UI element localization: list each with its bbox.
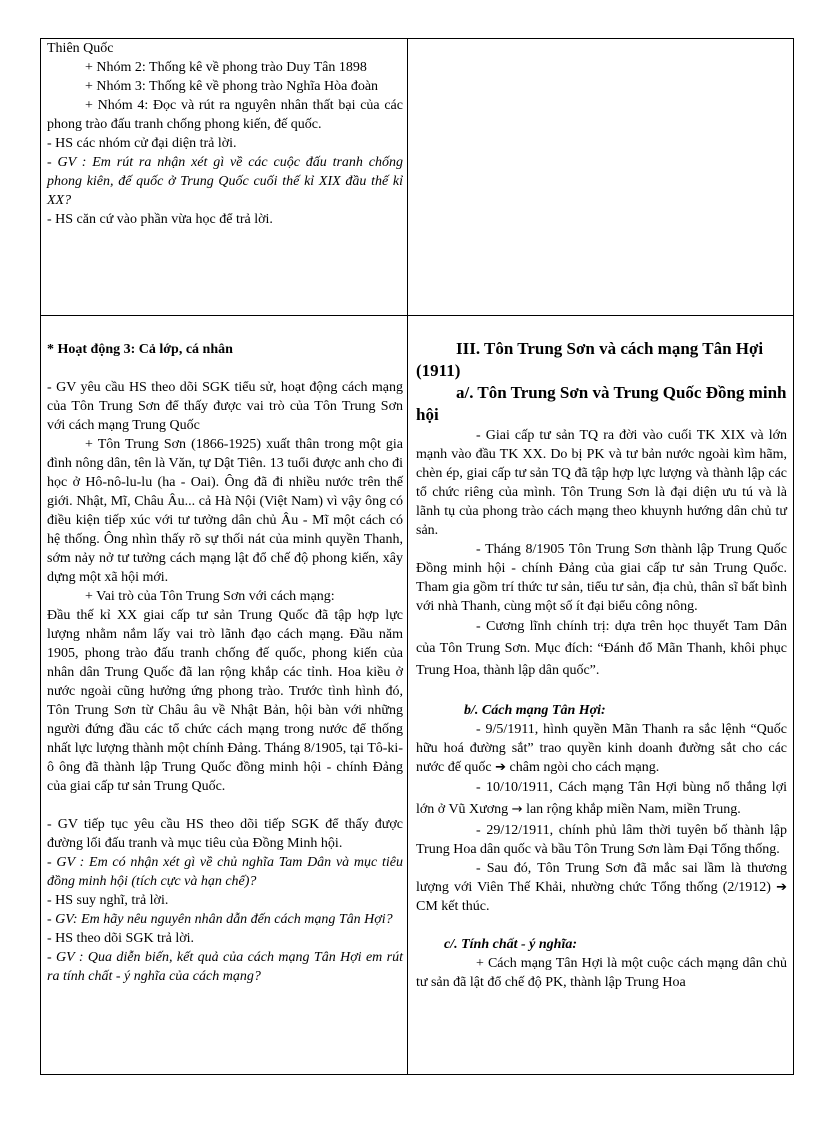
text-line: Thiên Quốc xyxy=(47,41,114,56)
content-paragraph: - 29/12/1911, chính phủ lâm thời tuyên bố thành lập Trung Hoa dân quốc và bầu Tôn Trung Sơn làm Đại Tổng thống. xyxy=(416,823,787,857)
content-paragraph: - Tháng 8/1905 Tôn Trung Sơn thành lập Trung Quốc Đồng minh hội - chính Đảng của giai cấp tư sản Trung Quốc. Tham gia gồm trí thức tư sản, tiểu tư sản, địa chủ, thân sĩ bất bình với nhà Thanh, cùng một số ít đại biểu công nông. xyxy=(416,542,787,614)
student-response: - HS theo dõi SGK trả lời. xyxy=(47,931,195,946)
content-paragraph: + Cách mạng Tân Hợi là một cuộc cách mạng dân chủ tư sản đã lật đổ chế độ PK, thành lập Trung Hoa xyxy=(416,956,787,990)
teacher-question: - GV: Em hãy nêu nguyên nhân dẫn đến cách mạng Tân Hợi? xyxy=(47,912,393,927)
text-span: - 9/5/1911, hình quyền Mãn Thanh ra sắc lệnh “Quốc hữu hoá đường sắt” trao quyền kinh doanh đường sắt cho các nước đế quốc xyxy=(416,722,787,775)
teacher-question: - GV : Em có nhận xét gì về chủ nghĩa Tam Dân và mục tiêu đồng minh hội (tích cực và hạn chế)? xyxy=(47,855,403,889)
student-response: - HS suy nghĩ, trả lời. xyxy=(47,893,169,908)
group-2-task: + Nhóm 2: Thống kê về phong trào Duy Tân 1898 xyxy=(85,60,367,75)
teacher-instruction: - GV tiếp tục yêu cầu HS theo dõi tiếp SGK để thấy được đường lối đấu tranh và mục tiêu của Đồng Minh hội. xyxy=(47,817,403,851)
group-3-task: + Nhóm 3: Thống kê về phong trào Nghĩa Hòa đoàn xyxy=(85,79,379,94)
biography-text: + Tôn Trung Sơn (1866-1925) xuất thân trong một gia đình nông dân, tên là Văn, tự Dật Tiên. 13 tuổi được anh cho đi học ở Hô-nô-lu-lu (ha - Oai). Ông đã đi nhiều nước trên thế giới. Nhật, Mĩ, Châu Âu... cả Hà Nội (Việt Nam) vì vậy ông có điều kiện tiếp xúc với tư tưởng dân chủ Âu - Mĩ một cách có hệ thống. Ông nhìn thấy rõ sự thối nát của minh quyền Thanh, sớm nảy nở tư tưởng cách mạng lật đổ chế độ phong kiến, xây dựng một xã hội mới. xyxy=(47,437,403,585)
content-paragraph: - Giai cấp tư sản TQ ra đời vào cuối TK XIX và lớn mạnh vào đầu TK XX. Do bị PK và tư bản nước ngoài kìm hãm, chèn ép, giai cấp tư sản TQ đã tập hợp lực lượng và thành lập các tổ chức riêng của mình. Tôn Trung Sơn là đại diện ưu tú và là lãnh tụ của phong trào cách mạng theo khuynh hướng dân chủ tư sản. xyxy=(416,428,787,538)
teacher-question: - GV : Em rút ra nhận xét gì về các cuộc đấu tranh chống phong kiên, đế quốc ở Trung Quốc cuối thế kỉ XIX đầu thế kỉ XX? xyxy=(47,155,403,208)
lesson-content-cell xyxy=(408,316,794,1075)
student-response: - HS các nhóm cử đại diện trả lời. xyxy=(47,136,237,151)
text-span: - Sau đó, Tôn Trung Sơn đã mắc sai lầm là thương lượng với Viên Thế Khải, nhường chức Tổng thống (2/1912) xyxy=(416,861,787,895)
teacher-instruction: - GV yêu cầu HS theo dõi SGK tiểu sử, hoạt động cách mạng của Tôn Trung Sơn để thấy được vai trò của Tôn Trung Sơn với cách mạng Trung Quốc xyxy=(47,380,403,433)
content-paragraph: - Cương lĩnh chính trị: dựa trên học thuyết Tam Dân của Tôn Trung Sơn. Mục đích: “Đánh đổ Mãn Thanh, khôi phục Trung Hoa, thành lập dân quốc”. xyxy=(416,619,787,678)
subsection-a-title: a/. Tôn Trung Sơn và Trung Quốc Đồng minh hội xyxy=(416,383,787,424)
text-span: lan rộng khắp miền Nam, miền Trung. xyxy=(522,802,741,817)
subsection-c-title: c/. Tính chất - ý nghĩa: xyxy=(444,937,578,952)
text-span: châm ngòi cho cách mạng. xyxy=(506,760,660,775)
arrow-right-icon: ➔ xyxy=(776,880,787,895)
role-text: Đầu thế kỉ XX giai cấp tư sản Trung Quốc đã tập hợp lực lượng nhằm nắm lấy vai trò lãnh đạo cách mạng. Đầu năm 1905, phong trào đấu tranh chống đế quốc, phong kiến của nhân dân Trung Quốc đã lan rộng khắp các tỉnh. Hoa kiều ở nước ngoài cũng hưởng ứng phong trào. Trước tình hình đó, Tôn Trung Sơn từ Châu âu về Nhật Bản, hội bàn với những người đứng đầu các tổ chức cách mạng trong nước để thống nhất lực lượng thành một chính Đảng. Tháng 8/1905, tại Tô-ki-ô ông đã thành lập Trung Quốc đồng minh hội - chính Đảng của giai cấp tư sản Trung Quốc. xyxy=(47,608,403,794)
teacher-activity-cell xyxy=(41,39,408,316)
teacher-question: - GV : Qua diễn biến, kết quả của cách mạng Tân Hợi em rút ra tính chất - ý nghĩa của cách mạng? xyxy=(47,950,403,984)
arrow-right-icon: ➔ xyxy=(495,760,507,775)
table-row xyxy=(41,316,794,1075)
table-row xyxy=(41,39,794,316)
role-heading: + Vai trò của Tôn Trung Sơn với cách mạng: xyxy=(85,589,335,604)
lesson-table xyxy=(40,38,794,1075)
content-paragraph xyxy=(416,859,787,916)
section-title: III. Tôn Trung Sơn và cách mạng Tân Hợi (1911) xyxy=(416,339,764,380)
content-paragraph xyxy=(416,720,787,777)
subsection-b-title: b/. Cách mạng Tân Hợi: xyxy=(464,703,606,718)
text-span: - 10/10/1911, Cách mạng Tân Hợi bùng nổ thắng lợi lớn ở Vũ Xương xyxy=(416,780,787,817)
content-paragraph xyxy=(416,777,787,821)
text-span: CM kết thúc. xyxy=(416,899,490,914)
content-cell-empty xyxy=(408,39,794,316)
student-response: - HS căn cứ vào phần vừa học để trả lời. xyxy=(47,212,273,227)
group-4-task: + Nhóm 4: Đọc và rút ra nguyên nhân thất bại của các phong trào đấu tranh chống phong kiến, đế quốc. xyxy=(47,98,403,132)
activity-heading: * Hoạt động 3: Cả lớp, cá nhân xyxy=(47,342,233,357)
arrow-right-icon: → xyxy=(511,802,523,817)
teacher-activity-cell xyxy=(41,316,408,1075)
